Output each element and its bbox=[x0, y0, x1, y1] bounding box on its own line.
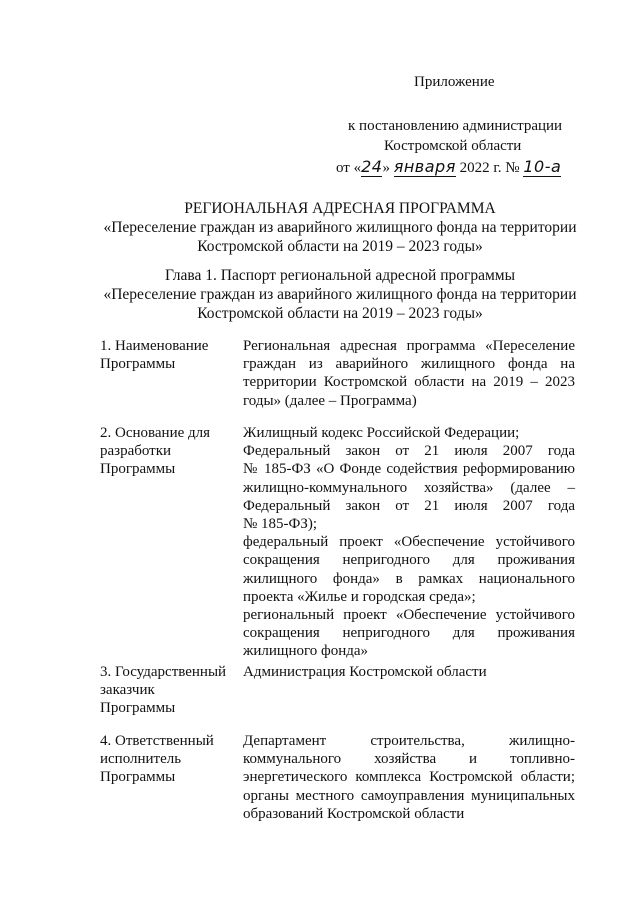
appendix-date-line bbox=[336, 158, 561, 178]
date-prefix: от « bbox=[336, 160, 362, 176]
appendix-label: Приложение bbox=[414, 74, 495, 90]
chapter-title-line-2: «Переселение граждан из аварийного жилищного фонда на территории bbox=[103, 286, 577, 303]
row-value: Департамент строительства, жилищно- коммунального хозяйства и топливно- энергетического комплекса Костромской области; органы местного самоуправления муниципальных образований Костромской области bbox=[243, 733, 575, 822]
chapter-title-line-3: Костромской области на 2019 – 2023 годы» bbox=[197, 305, 483, 322]
program-title-line-3: Костромской области на 2019 – 2023 годы» bbox=[197, 238, 483, 255]
program-title-line-2: «Переселение граждан из аварийного жилищного фонда на территории bbox=[103, 219, 577, 236]
handwritten-day: 24 bbox=[361, 157, 383, 176]
chapter-title-line-1: Глава 1. Паспорт региональной адресной программы bbox=[164, 267, 516, 284]
appendix-line-2: Костромской области bbox=[384, 138, 522, 154]
row-value: Администрация Костромской области bbox=[243, 664, 487, 680]
date-year: 2022 г. № bbox=[459, 160, 520, 176]
handwritten-month: января bbox=[393, 157, 456, 176]
handwritten-number: 10-а bbox=[523, 157, 562, 176]
row-label: 1. Наименование Программы bbox=[100, 338, 209, 373]
row-value: Региональная адресная программа «Переселение граждан из аварийного жилищного фонда на территории Костромской области на 2019 – 2023 годы» (далее – Программа) bbox=[243, 338, 575, 409]
date-mid: » bbox=[382, 160, 390, 176]
row-label: 4. Ответственный исполнитель Программы bbox=[100, 733, 214, 786]
program-title bbox=[60, 199, 620, 256]
appendix-line-1: к постановлению администрации bbox=[348, 118, 563, 134]
row-label: 3. Государственный заказчик Программы bbox=[100, 664, 227, 717]
program-title-line-1: РЕГИОНАЛЬНАЯ АДРЕСНАЯ ПРОГРАММА bbox=[184, 200, 496, 217]
row-value: Жилищный кодекс Российской Федерации; Федеральный закон от 21 июля 2007 года № 185-ФЗ «О Фонде содействия реформированию жилищно-коммунального хозяйства» (далее – Федеральный закон от 21 июля 2007 года № 185-ФЗ); федеральный проект «Обеспечение устойчивого сокращения непригодного для проживания жилищного фонда» в рамках национального проекта «Жилье и городская среда»; региональный проект «Обеспечение устойчивого сокращения непригодного для проживания жилищного фонда» bbox=[243, 425, 575, 660]
row-label: 2. Основание для разработки Программы bbox=[100, 425, 211, 478]
chapter-title bbox=[60, 266, 620, 323]
